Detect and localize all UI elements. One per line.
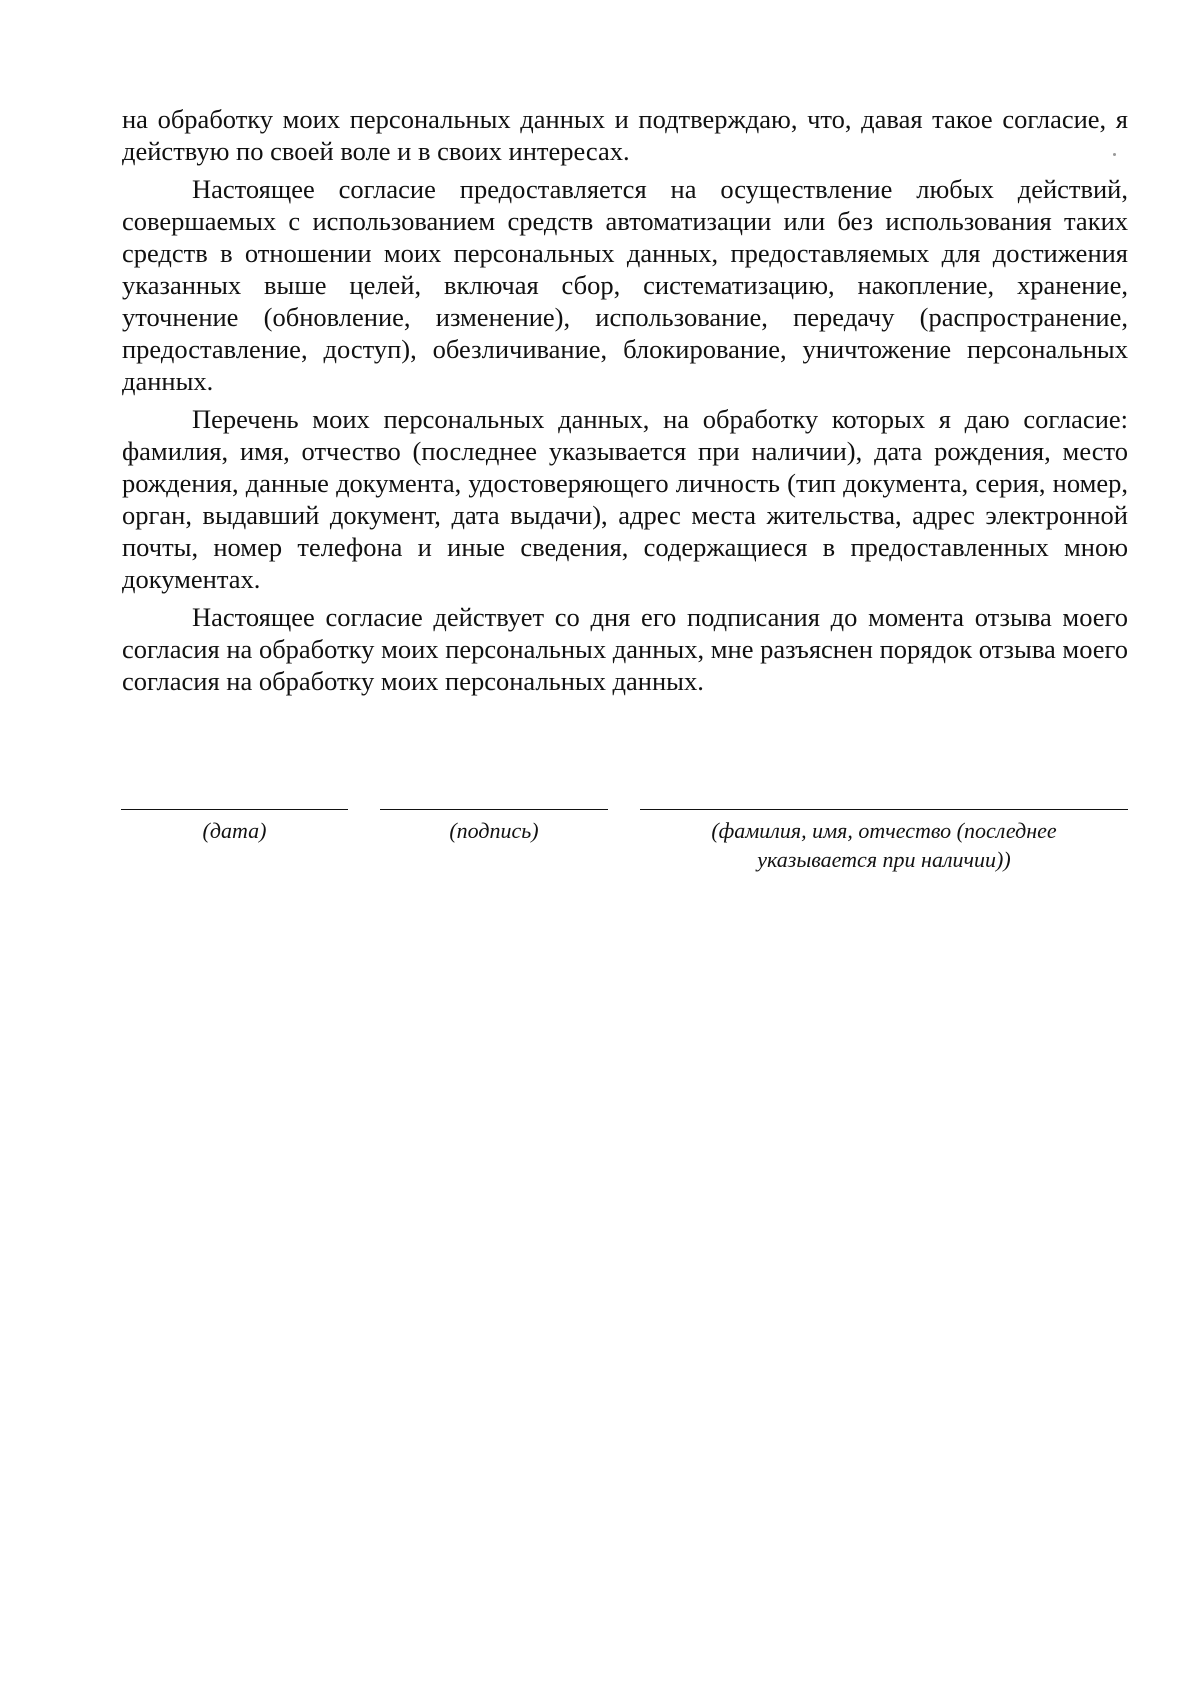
- full-name-caption-line2: указывается при наличии)): [757, 847, 1011, 872]
- date-line: [121, 809, 348, 810]
- scan-speck: [1113, 153, 1116, 156]
- full-name-caption: [640, 816, 1128, 874]
- paragraph-data-list: Перечень моих персональных данных, на обработку которых я даю согласие: фамилия, имя, отчество (последнее указывается при наличии), дата рождения, место рождения, данные документа, удостоверяющего личность (тип документа, серия, номер, орган, выдавший документ, дата выдачи), адрес места жительства, адрес электронной почты, номер телефона и иные сведения, содержащиеся в предоставленных мною документах.: [122, 404, 1128, 594]
- full-name-line: [640, 809, 1128, 810]
- signature-line: [380, 809, 608, 810]
- full-name-caption-line1: (фамилия, имя, отчество (последнее: [711, 818, 1057, 843]
- paragraph-scope-of-consent: Настоящее согласие предоставляется на осуществление любых действий, совершаемых с использованием средств автоматизации или без использования таких средств в отношении моих персональных данных, предоставляемых для достижения указанных выше целей, включая сбор, систематизацию, накопление, хранение, уточнение (обновление, изменение), использование, передачу (распространение, предоставление, доступ), обезличивание, блокирование, уничтожение персональных данных.: [122, 174, 1128, 396]
- signature-caption: (подпись): [449, 818, 539, 843]
- paragraph-continuation: на обработку моих персональных данных и подтверждаю, что, давая такое согласие, я действую по своей воле и в своих интересах.: [122, 104, 1128, 166]
- date-caption: (дата): [202, 818, 267, 843]
- paragraph-validity: Настоящее согласие действует со дня его подписания до момента отзыва моего согласия на обработку моих персональных данных, мне разъяснен порядок отзыва моего согласия на обработку моих персональных данных.: [122, 602, 1128, 696]
- consent-text: [122, 103, 1128, 703]
